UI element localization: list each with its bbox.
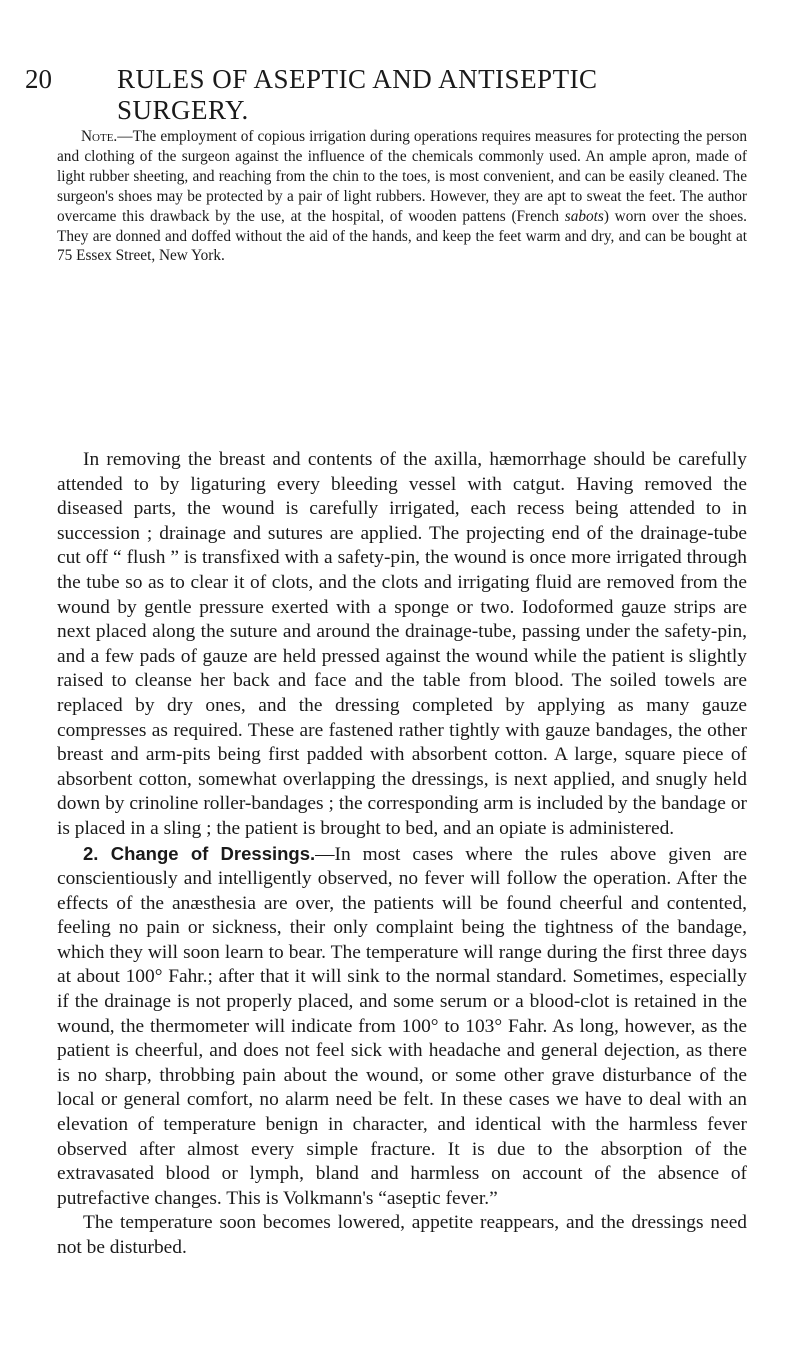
section-body-text: —In most cases where the rules above given are conscientiously and intelligently observed, no fever will follow the operation. After the effects of the anæsthesia are over, the patients will be found cheerful and contented, feeling no pain or sickness, their only complaint being the tightness of the bandage, which they will soon learn to bear. The temperature will range during the first three days at about 100° Fahr.; after that it will sink to the normal standard. Sometimes, especially if the drainage is not properly placed, and some serum or a blood-clot is retained in the wound, the thermometer will indicate from 100° to 103° Fahr. As long, however, as the patient is cheerful, and does not feel sick with headache and general dejection, as there is no sharp, throbbing pain about the wound, or some other grave disturbance of the local or general comfort, no alarm need be felt. In these cases we have to deal with an elevation of temperature benign in character, and identical with the harmless fever observed after almost every simple fracture. It is due to the absorption of the extravasated blood or lymph, bland and harmless on account of the absence of putrefactive changes. This is Volkmann's “aseptic fever.” [57, 843, 747, 1209]
note-italic-term: sabots [564, 207, 604, 225]
footnote-block [57, 127, 747, 266]
page-number: 20 [25, 64, 52, 94]
note-label: Note. [81, 128, 118, 145]
body-paragraph-1: In removing the breast and contents of the axilla, hæmorrhage should be carefully attended to by ligaturing every bleeding vessel with catgut. Having removed the diseased parts, the wound is carefully irrigated, each recess being attended to in succession ; drainage and sutures are applied. The projecting end of the drainage-tube cut off “ flush ” is transfixed with a safety-pin, the wound is once more irrigated through the tube so as to clear it of clots, and the clots and irrigating fluid are removed from the wound by gentle pressure exerted with a sponge or two. Iodoformed gauze strips are next placed along the suture and around the drainage-tube, passing under the safety-pin, and a few pads of gauze are held pressed against the wound while the patient is slightly raised to cleanse her back and face and the table from blood. The soiled towels are replaced by dry ones, and the dressing completed by applying as many gauze compresses as required. These are fastened rather tightly with gauze bandages, the other breast and arm-pits being first padded with absorbent cotton. A large, square piece of absorbent cotton, somewhat overlapping the dressings, is next applied, and snugly held down by crinoline roller-bandages ; the corresponding arm is included by the bandage or is placed in a sling ; the patient is brought to bed, and an opiate is administered. [57, 449, 747, 839]
section-heading: 2. Change of Dressings. [83, 842, 316, 864]
body-paragraph-3: The temperature soon becomes lowered, appetite reappears, and the dressings need not be disturbed. [57, 1212, 747, 1258]
main-text [57, 448, 747, 1261]
note-text-part-2: ) worn over the shoes. They are donned and doffed without the aid of the hands, and keep the feet warm and dry, and can be bought at 75 Essex Street, New York. [57, 207, 747, 265]
note-text-part-1: —The employment of copious irrigation during operations requires measures for protecting the person and clothing of the surgeon against the influence of the chemicals commonly used. An ample apron, made of light rubber sheeting, and reaching from the chin to the toes, is most convenient, and can be easily cleaned. The surgeon's shoes may be protected by a pair of light rubbers. However, they are apt to sweat the feet. The author overcame this drawback by the use, at the hospital, of wooden pattens (French [57, 128, 747, 225]
note-paragraph [57, 127, 747, 266]
running-title: RULES OF ASEPTIC AND ANTISEPTIC SURGERY. [117, 64, 598, 125]
body-paragraph-2 [57, 842, 747, 1212]
page-header [25, 64, 725, 125]
